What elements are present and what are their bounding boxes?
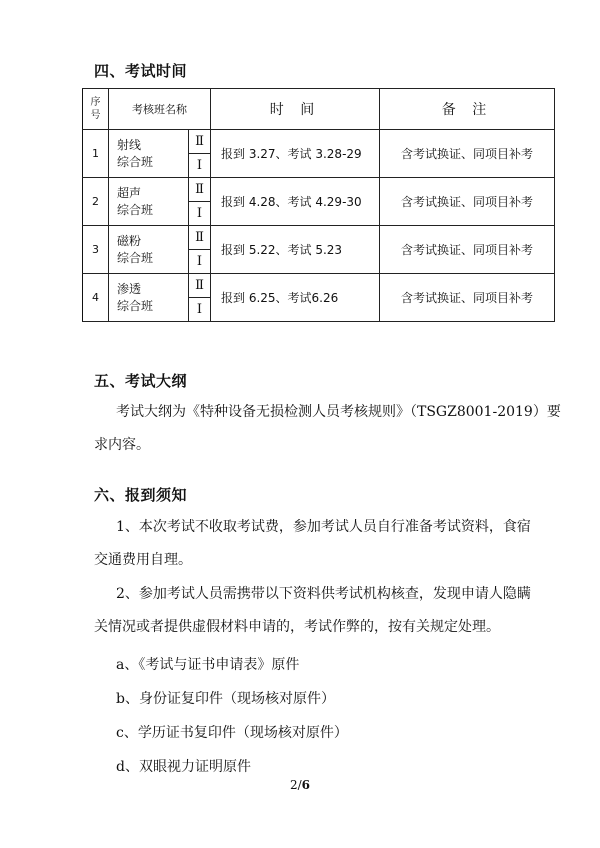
row-level: Ⅱ [189,130,211,154]
row-level: Ⅱ [189,226,211,250]
notice-item-2-line-2: 关情况或者提供虚假材料申请的，考试作弊的，按有关规定处理。 [94,619,500,635]
notice-item-1-line-2: 交通费用自理。 [94,552,192,568]
row-level: Ⅰ [189,154,211,178]
document-list-item: a、《考试与证书申请表》原件 [116,657,300,673]
row-class-name: 超声 综合班 [109,178,189,226]
header-seq: 序 号 [83,89,109,130]
row-time: 报到 6.25、考试6.26 [211,274,380,322]
row-note: 含考试换证、同项目补考 [380,178,555,226]
row-time: 报到 5.22、考试 5.23 [211,226,380,274]
section-4-heading: 四、考试时间 [94,62,188,80]
exam-schedule-table [82,88,555,322]
section-5-heading: 五、考试大纲 [94,372,188,390]
row-index: 4 [83,274,109,322]
page-total: 6 [301,778,311,792]
document-list-item: c、学历证书复印件（现场核对原件） [116,725,348,741]
row-index: 2 [83,178,109,226]
page-separator: / [297,778,302,792]
row-level: Ⅰ [189,298,211,322]
page-number [0,778,600,792]
syllabus-line-1: 考试大纲为《特种设备无损检测人员考核规则》（TSGZ8001-2019）要 [116,404,561,420]
row-level: Ⅰ [189,202,211,226]
header-time: 时 间 [211,89,380,130]
table-row [83,130,555,154]
section-6-heading: 六、报到须知 [94,486,188,504]
row-note: 含考试换证、同项目补考 [380,274,555,322]
row-index: 3 [83,226,109,274]
table-row [83,274,555,298]
header-class-name: 考核班名称 [109,89,211,130]
row-level: Ⅱ [189,178,211,202]
row-time: 报到 3.27、考试 3.28-29 [211,130,380,178]
row-class-name: 射线 综合班 [109,130,189,178]
row-note: 含考试换证、同项目补考 [380,226,555,274]
row-class-name: 渗透 综合班 [109,274,189,322]
document-list-item: d、双眼视力证明原件 [116,759,251,775]
row-index: 1 [83,130,109,178]
row-note: 含考试换证、同项目补考 [380,130,555,178]
row-class-name: 磁粉 综合班 [109,226,189,274]
row-level: Ⅰ [189,250,211,274]
table-header-row [83,89,555,130]
page-current: 2 [289,778,298,792]
header-note: 备 注 [380,89,555,130]
table-row [83,178,555,202]
document-list-item: b、身份证复印件（现场核对原件） [116,691,335,707]
row-level: Ⅱ [189,274,211,298]
table-row [83,226,555,250]
syllabus-line-2: 求内容。 [94,437,150,453]
notice-item-1-line-1: 1、本次考试不收取考试费，参加考试人员自行准备考试资料，食宿 [116,519,531,535]
row-time: 报到 4.28、考试 4.29-30 [211,178,380,226]
notice-item-2-line-1: 2、参加考试人员需携带以下资料供考试机构核查，发现申请人隐瞒 [116,586,531,602]
